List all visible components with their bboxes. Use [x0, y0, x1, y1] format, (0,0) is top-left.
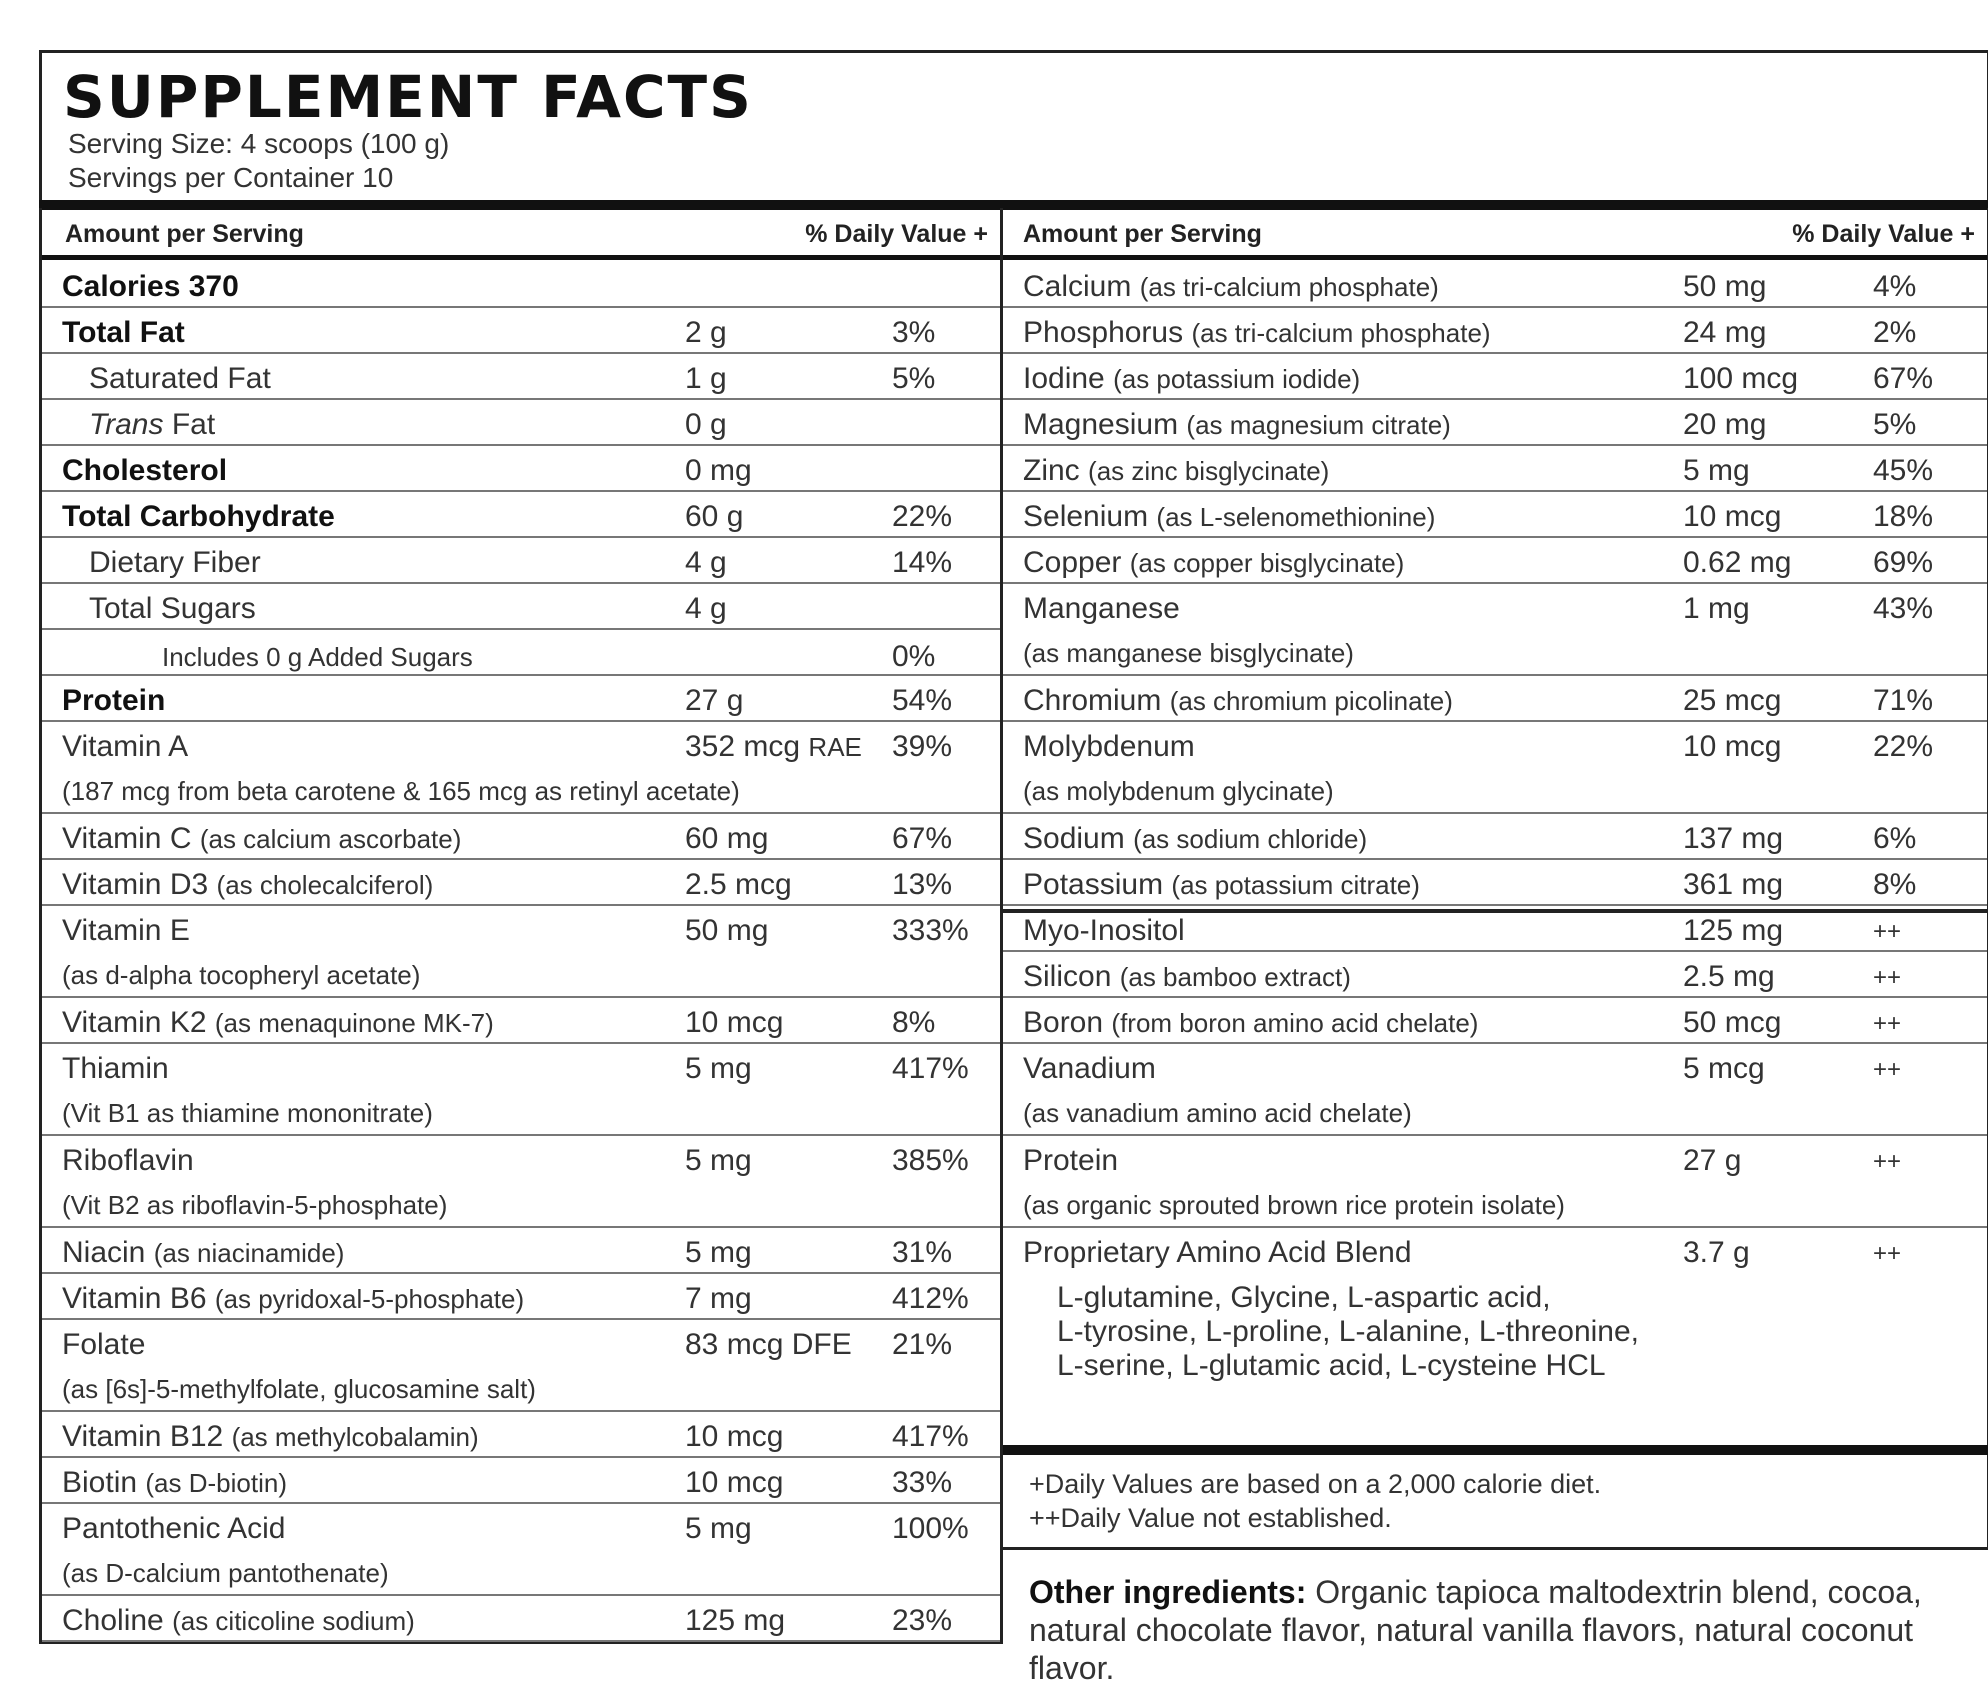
nutrient-row — [1003, 676, 1987, 722]
nutrient-amount: 50 mg — [1683, 270, 1767, 303]
nutrient-source: (as potassium iodide) — [1113, 364, 1361, 394]
nutrient-row — [1003, 1044, 1987, 1136]
nutrient-amount: 5 mg — [1683, 454, 1750, 487]
nutrient-name-text: Phosphorus — [1023, 316, 1184, 349]
nutrient-name-text: Silicon — [1023, 960, 1112, 993]
nutrient-name — [62, 1006, 494, 1040]
nutrient-name — [62, 1466, 287, 1500]
nutrient-source: (as calcium ascorbate) — [199, 824, 462, 854]
nutrient-name-text: Biotin — [62, 1466, 138, 1499]
nutrient-name — [62, 1144, 194, 1178]
nutrient-name — [62, 500, 335, 534]
nutrient-amount: 5 mg — [685, 1236, 752, 1269]
nutrient-row — [1003, 722, 1987, 814]
daily-value-percent: 22% — [892, 500, 953, 533]
nutrient-name — [89, 592, 256, 626]
nutrient-name-text: Vanadium — [1023, 1052, 1156, 1085]
nutrient-row — [42, 1228, 1000, 1274]
left-amount-header: Amount per Serving — [65, 220, 304, 248]
nutrient-name-text: Calcium — [1023, 270, 1132, 303]
nutrient-amount: 125 mg — [685, 1604, 786, 1637]
nutrient-name-text: Folate — [62, 1328, 146, 1361]
nutrient-source: (as L-selenomethionine) — [1156, 502, 1436, 532]
nutrient-row — [42, 722, 1000, 814]
nutrient-row — [1003, 1228, 1987, 1412]
nutrient-source: (as pyridoxal-5-phosphate) — [214, 1284, 525, 1314]
daily-value-percent: 54% — [892, 684, 953, 717]
nutrient-amount: 1 g — [685, 362, 727, 395]
daily-value-percent: 417% — [892, 1052, 969, 1085]
nutrient-source: (as tri-calcium phosphate) — [1191, 318, 1491, 348]
nutrient-amount: 5 mg — [685, 1052, 752, 1085]
nutrient-source: (as cholecalciferol) — [216, 870, 434, 900]
nutrient-name — [62, 1052, 169, 1086]
nutrient-name — [1023, 1052, 1156, 1086]
daily-value-percent: ++ — [1873, 1010, 1902, 1037]
nutrient-name-text: Riboflavin — [62, 1144, 194, 1177]
nutrient-source: (as methylcobalamin) — [231, 1422, 479, 1452]
daily-value-percent: 412% — [892, 1282, 969, 1315]
nutrient-name — [1023, 1144, 1118, 1178]
nutrient-note: (as organic sprouted brown rice protein isolate) — [1023, 1190, 1565, 1220]
nutrient-note: (Vit B2 as riboflavin-5-phosphate) — [62, 1190, 448, 1220]
nutrient-row — [42, 1596, 1000, 1642]
nutrient-note: (as [6s]-5-methylfolate, glucosamine salt) — [62, 1374, 536, 1404]
other-ingredients-text: Organic tapioca maltodextrin blend, cocoa, natural chocolate flavor, natural vanilla flavors, natural coconut flavor. — [1029, 1574, 1922, 1686]
nutrient-row — [1003, 492, 1987, 538]
nutrient-amount: 27 g — [1683, 1144, 1742, 1177]
right-column-header — [1003, 210, 1987, 260]
nutrient-name-text: Vitamin B12 — [62, 1420, 224, 1453]
daily-value-percent: 67% — [892, 822, 953, 855]
daily-value-percent: ++ — [1873, 964, 1902, 991]
nutrient-name-text: Vitamin D3 — [62, 868, 209, 901]
nutrient-name — [62, 1282, 524, 1316]
daily-value-percent: ++ — [1873, 1148, 1902, 1175]
nutrient-row — [42, 1044, 1000, 1136]
nutrient-amount: 50 mcg — [1683, 1006, 1782, 1039]
nutrient-amount: 5 mg — [685, 1512, 752, 1545]
daily-value-percent: 33% — [892, 1466, 953, 1499]
nutrient-name-text: Sodium — [1023, 822, 1125, 855]
daily-value-percent: 67% — [1873, 362, 1934, 395]
nutrient-source: (as zinc bisglycinate) — [1088, 456, 1330, 486]
nutrient-amount: 25 mcg — [1683, 684, 1782, 717]
daily-value-percent: 3% — [892, 316, 936, 349]
amount-unit: RAE — [808, 732, 862, 762]
nutrient-name-text: Molybdenum — [1023, 730, 1195, 763]
nutrient-row — [1003, 814, 1987, 860]
daily-value-percent: ++ — [1873, 1056, 1902, 1083]
nutrient-row — [1003, 538, 1987, 584]
nutrient-name — [1023, 454, 1329, 488]
nutrient-name-text: Vitamin C — [62, 822, 192, 855]
nutrient-name-text: Total Carbohydrate — [62, 500, 335, 533]
panel-title: SUPPLEMENT FACTS — [63, 63, 753, 131]
nutrient-amount — [685, 730, 862, 764]
nutrient-source: (as tri-calcium phosphate) — [1139, 272, 1439, 302]
nutrient-amount: 83 mcg DFE — [685, 1328, 852, 1361]
nutrient-row — [42, 1458, 1000, 1504]
nutrient-name — [1023, 546, 1404, 580]
nutrient-row — [42, 446, 1000, 492]
nutrient-name-text: Thiamin — [62, 1052, 169, 1085]
nutrient-row — [42, 354, 1000, 400]
nutrient-name — [62, 454, 227, 488]
nutrient-name-text: Boron — [1023, 1006, 1104, 1039]
nutrient-amount: 1 mg — [1683, 592, 1750, 625]
daily-value-percent: 8% — [1873, 868, 1917, 901]
supplement-facts-panel — [39, 50, 1988, 1686]
nutrient-name-text: Niacin — [62, 1236, 146, 1269]
nutrient-amount: 10 mcg — [1683, 730, 1782, 763]
nutrient-amount: 0.62 mg — [1683, 546, 1792, 579]
nutrient-amount: 10 mcg — [685, 1466, 784, 1499]
footnotes — [1029, 1467, 1601, 1535]
nutrient-name — [62, 1604, 415, 1638]
nutrient-name-text: Zinc — [1023, 454, 1080, 487]
daily-value-percent: 31% — [892, 1236, 953, 1269]
daily-value-percent: 39% — [892, 730, 953, 763]
daily-value-percent: 21% — [892, 1328, 953, 1361]
nutrient-name — [1023, 316, 1491, 350]
nutrient-source: (from boron amino acid chelate) — [1111, 1008, 1479, 1038]
daily-value-percent: 45% — [1873, 454, 1934, 487]
daily-value-percent: 71% — [1873, 684, 1934, 717]
serving-size: Serving Size: 4 scoops (100 g) — [68, 128, 450, 159]
nutrient-source: (as menaquinone MK-7) — [214, 1008, 494, 1038]
nutrient-row — [42, 1136, 1000, 1228]
nutrient-row — [42, 630, 1000, 676]
left-column-header — [42, 210, 1000, 260]
daily-value-percent: 5% — [1873, 408, 1917, 441]
daily-value-percent: 0% — [892, 640, 936, 673]
nutrient-name — [89, 546, 261, 580]
nutrient-row — [1003, 998, 1987, 1044]
nutrient-amount: 5 mg — [685, 1144, 752, 1177]
nutrient-row — [42, 262, 1000, 308]
servings-per-container: Servings per Container 10 — [68, 162, 394, 193]
nutrient-amount: 60 g — [685, 500, 744, 533]
nutrient-amount: 361 mg — [1683, 868, 1784, 901]
nutrient-amount: 2.5 mg — [1683, 960, 1775, 993]
nutrient-amount: 100 mcg — [1683, 362, 1799, 395]
nutrient-name-text: Proprietary Amino Acid Blend — [1023, 1236, 1412, 1269]
nutrient-row — [1003, 584, 1987, 676]
nutrient-row — [1003, 952, 1987, 998]
nutrient-name — [1023, 684, 1453, 718]
nutrient-name — [1023, 868, 1420, 902]
blend-line: L-tyrosine, L-proline, L-alanine, L-threonine, — [1057, 1315, 1639, 1348]
nutrient-name — [1023, 914, 1185, 948]
nutrient-row — [42, 538, 1000, 584]
nutrient-amount: 5 mcg — [1683, 1052, 1765, 1085]
nutrient-source: (as citicoline sodium) — [172, 1606, 415, 1636]
nutrient-row — [42, 308, 1000, 354]
daily-value-percent: 69% — [1873, 546, 1934, 579]
nutrient-name — [1023, 270, 1439, 304]
nutrient-source: (as sodium chloride) — [1133, 824, 1368, 854]
other-ingredients — [1029, 1573, 1959, 1687]
nutrient-name — [89, 408, 215, 442]
nutrient-amount: 7 mg — [685, 1282, 752, 1315]
nutrient-amount: 3.7 g — [1683, 1236, 1750, 1269]
nutrient-name — [62, 1328, 145, 1362]
nutrient-row — [42, 676, 1000, 722]
daily-value-percent: 6% — [1873, 822, 1917, 855]
nutrient-source: (as niacinamide) — [153, 1238, 345, 1268]
daily-value-percent: 5% — [892, 362, 936, 395]
daily-value-percent: 8% — [892, 1006, 936, 1039]
footnote-dv-basis: +Daily Values are based on a 2,000 calorie diet. — [1029, 1469, 1602, 1499]
nutrient-row — [1003, 400, 1987, 446]
nutrient-amount: 10 mcg — [685, 1006, 784, 1039]
nutrient-name-text: Manganese — [1023, 592, 1180, 625]
nutrient-name-text: Dietary Fiber — [89, 546, 261, 579]
nutrient-name — [62, 270, 239, 304]
nutrient-name — [62, 1512, 286, 1546]
nutrient-row — [1003, 860, 1987, 906]
daily-value-percent: 23% — [892, 1604, 953, 1637]
nutrient-name-text: Cholesterol — [62, 454, 228, 487]
nutrient-row — [42, 1320, 1000, 1412]
nutrient-name — [1023, 408, 1451, 442]
nutrient-source: (as potassium citrate) — [1171, 870, 1420, 900]
nutrient-row — [42, 1274, 1000, 1320]
daily-value-percent: 22% — [1873, 730, 1934, 763]
nutrient-name-text: Iodine — [1023, 362, 1105, 395]
nutrient-name-text: Myo-Inositol — [1023, 914, 1185, 947]
nutrient-source: (as bamboo extract) — [1119, 962, 1351, 992]
daily-value-percent: 417% — [892, 1420, 969, 1453]
nutrient-name-text: Fat — [171, 408, 216, 441]
nutrient-name — [162, 642, 473, 673]
daily-value-percent: 4% — [1873, 270, 1917, 303]
nutrient-amount: 27 g — [685, 684, 744, 717]
nutrient-name-text: Chromium — [1023, 684, 1162, 717]
nutrient-name — [62, 1420, 479, 1454]
nutrient-name-text: Copper — [1023, 546, 1122, 579]
nutrient-row — [42, 814, 1000, 860]
left-dv-header: % Daily Value + — [805, 220, 988, 248]
nutrient-name-text: Protein — [1023, 1144, 1119, 1177]
nutrient-amount: 10 mcg — [1683, 500, 1782, 533]
nutrient-source: (as D-biotin) — [145, 1468, 287, 1498]
nutrient-note: (as manganese bisglycinate) — [1023, 638, 1354, 668]
nutrient-name — [62, 914, 190, 948]
nutrient-note: (as d-alpha tocopheryl acetate) — [62, 960, 421, 990]
nutrient-amount: 2.5 mcg — [685, 868, 792, 901]
nutrient-row — [1003, 446, 1987, 492]
nutrient-row — [42, 906, 1000, 998]
nutrient-name — [1023, 1006, 1478, 1040]
nutrient-row — [42, 1412, 1000, 1458]
nutrient-amount: 137 mg — [1683, 822, 1784, 855]
nutrient-name — [62, 316, 185, 350]
nutrient-name — [1023, 592, 1180, 626]
blend-line: L-glutamine, Glycine, L-aspartic acid, — [1057, 1281, 1551, 1314]
other-ingredients-label: Other ingredients: — [1029, 1574, 1307, 1610]
daily-value-percent: ++ — [1873, 918, 1902, 945]
right-amount-header: Amount per Serving — [1023, 220, 1262, 248]
nutrient-source: (as copper bisglycinate) — [1129, 548, 1405, 578]
nutrient-note: (187 mcg from beta carotene & 165 mcg as retinyl acetate) — [62, 776, 740, 806]
nutrient-row — [42, 998, 1000, 1044]
nutrient-amount: 2 g — [685, 316, 727, 349]
daily-value-percent: 13% — [892, 868, 953, 901]
nutrient-note: (as vanadium amino acid chelate) — [1023, 1098, 1412, 1128]
nutrient-name — [1023, 362, 1360, 396]
nutrient-note: (as molybdenum glycinate) — [1023, 776, 1334, 806]
nutrient-amount: 0 mg — [685, 454, 752, 487]
nutrient-row — [42, 584, 1000, 630]
nutrient-name-italic: Trans — [89, 408, 164, 441]
nutrient-name — [62, 868, 433, 902]
nutrient-row — [1003, 354, 1987, 400]
nutrient-name — [1023, 822, 1367, 856]
blend-line: L-serine, L-glutamic acid, L-cysteine HCL — [1057, 1349, 1606, 1382]
nutrient-name-text: Vitamin K2 — [62, 1006, 207, 1039]
amount-value: 352 mcg — [685, 730, 801, 763]
nutrient-name-text: Total Sugars — [89, 592, 256, 625]
daily-value-percent: 14% — [892, 546, 953, 579]
nutrient-name — [62, 730, 188, 764]
nutrient-row — [42, 492, 1000, 538]
nutrient-name-text: Saturated Fat — [89, 362, 271, 395]
nutrient-name — [1023, 960, 1351, 994]
nutrient-name — [62, 684, 165, 718]
nutrient-row — [1003, 262, 1987, 308]
daily-value-percent: 18% — [1873, 500, 1934, 533]
nutrient-row — [42, 1504, 1000, 1596]
nutrient-name — [1023, 730, 1195, 764]
nutrient-name-text: Magnesium — [1023, 408, 1179, 441]
footnote-divider — [1003, 1445, 1988, 1455]
nutrient-amount: 10 mcg — [685, 1420, 784, 1453]
nutrient-row — [1003, 906, 1987, 952]
daily-value-percent: ++ — [1873, 1240, 1902, 1267]
nutrient-amount: 20 mg — [1683, 408, 1767, 441]
nutrient-name-text: Pantothenic Acid — [62, 1512, 286, 1545]
nutrient-name — [89, 362, 271, 396]
nutrient-name — [62, 1236, 344, 1270]
nutrient-source: (as magnesium citrate) — [1186, 410, 1451, 440]
nutrient-name — [1023, 1236, 1412, 1270]
nutrient-amount: 50 mg — [685, 914, 769, 947]
nutrient-name-text: Vitamin A — [62, 730, 189, 763]
right-dv-header: % Daily Value + — [1792, 220, 1975, 248]
nutrient-amount: 24 mg — [1683, 316, 1767, 349]
nutrient-name-text: Total Fat — [62, 316, 185, 349]
daily-value-percent: 333% — [892, 914, 969, 947]
daily-value-percent: 100% — [892, 1512, 969, 1545]
daily-value-percent: 43% — [1873, 592, 1934, 625]
nutrient-name-text: Selenium — [1023, 500, 1149, 533]
nutrient-row — [1003, 308, 1987, 354]
nutrient-name — [1023, 500, 1435, 534]
nutrient-name-text: Calories 370 — [62, 270, 239, 303]
nutrient-amount: 0 g — [685, 408, 727, 441]
nutrient-amount: 60 mg — [685, 822, 769, 855]
nutrient-name-text: Protein — [62, 684, 166, 717]
nutrient-name-text: Includes 0 g Added Sugars — [162, 642, 473, 672]
nutrient-row — [42, 400, 1000, 446]
nutrient-source: (as chromium picolinate) — [1169, 686, 1453, 716]
nutrient-note: (as D-calcium pantothenate) — [62, 1558, 389, 1588]
footnote-dv-not-established: ++Daily Value not established. — [1029, 1503, 1392, 1533]
nutrient-amount: 125 mg — [1683, 914, 1784, 947]
nutrient-name-text: Vitamin B6 — [62, 1282, 207, 1315]
nutrient-name — [62, 822, 461, 856]
nutrient-amount: 4 g — [685, 592, 727, 625]
daily-value-percent: 385% — [892, 1144, 969, 1177]
nutrient-note: (Vit B1 as thiamine mononitrate) — [62, 1098, 433, 1128]
nutrient-row — [42, 860, 1000, 906]
nutrient-name-text: Choline — [62, 1604, 164, 1637]
daily-value-percent: 2% — [1873, 316, 1917, 349]
nutrient-name-text: Vitamin E — [62, 914, 190, 947]
nutrient-amount: 4 g — [685, 546, 727, 579]
nutrient-name-text: Potassium — [1023, 868, 1164, 901]
nutrient-row — [1003, 1136, 1987, 1228]
